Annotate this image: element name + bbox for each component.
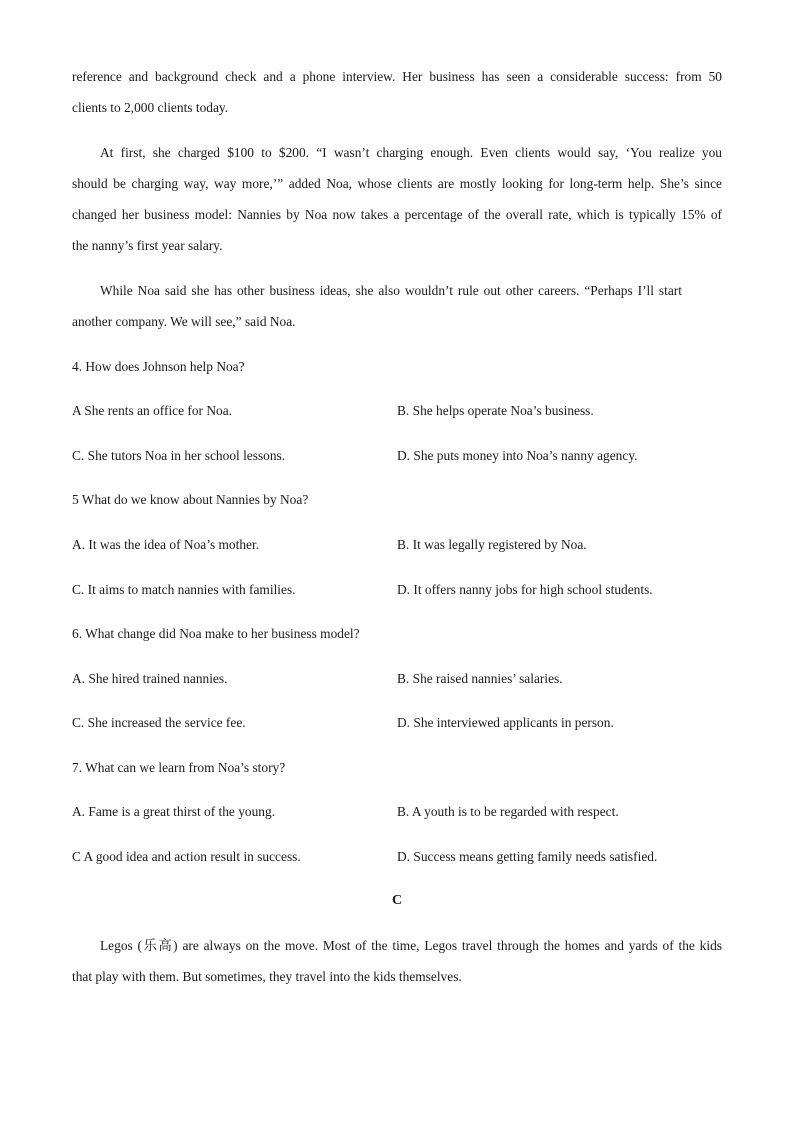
passage-b-p2-line-3: changed her business model: Nannies by Noa now takes a percentage of the overall rate, which is typically 15% of (72, 207, 722, 222)
section-c-title: C (391, 893, 403, 908)
question-6-option-d: D. She interviewed applicants in person. (397, 715, 614, 730)
question-6-option-a: A. She hired trained nannies. (72, 671, 228, 686)
question-6-option-c: C. She increased the service fee. (72, 715, 246, 730)
question-7-option-d: D. Success means getting family needs satisfied. (397, 849, 658, 864)
question-7-stem: 7. What can we learn from Noa’s story? (72, 760, 286, 775)
question-6-stem: 6. What change did Noa make to her business model? (72, 626, 360, 641)
section-c-p1-line-1: Legos (乐高) are always on the move. Most of the time, Legos travel through the homes and yards of the kids (100, 938, 722, 953)
question-5-option-c: C. It aims to match nannies with families. (72, 582, 296, 597)
passage-b-p2-line-2: should be charging way, way more,’” added Noa, whose clients are mostly looking for long-term help. She’s since (72, 176, 722, 191)
question-6-option-b: B. She raised nannies’ salaries. (397, 671, 563, 686)
passage-b-p3-line-2: another company. We will see,” said Noa. (72, 314, 296, 329)
passage-b-p1-line-2: clients to 2,000 clients today. (72, 100, 229, 115)
question-5-stem: 5 What do we know about Nannies by Noa? (72, 492, 309, 507)
question-4-option-a: A She rents an office for Noa. (72, 403, 233, 418)
question-4-option-d: D. She puts money into Noa’s nanny agency. (397, 448, 638, 463)
question-7-option-a: A. Fame is a great thirst of the young. (72, 804, 276, 819)
passage-b-p3-line-1: While Noa said she has other business ideas, she also wouldn’t rule out other careers. “Perhaps I’ll start (100, 283, 682, 298)
section-c-p1-line-2: that play with them. But sometimes, they travel into the kids themselves. (72, 969, 462, 984)
question-4-stem: 4. How does Johnson help Noa? (72, 359, 245, 374)
passage-b-p2-line-1: At first, she charged $100 to $200. “I wasn’t charging enough. Even clients would say, ‘You realize you (100, 145, 722, 160)
question-7-option-c: C A good idea and action result in success. (72, 849, 301, 864)
passage-b-p1-line-1: reference and background check and a phone interview. Her business has seen a considerable success: from 50 (72, 69, 722, 84)
passage-b-p2-line-4: the nanny’s first year salary. (72, 238, 223, 253)
question-4-option-c: C. She tutors Noa in her school lessons. (72, 448, 286, 463)
question-7-option-b: B. A youth is to be regarded with respect. (397, 804, 619, 819)
question-5-option-d: D. It offers nanny jobs for high school students. (397, 582, 653, 597)
question-5-option-b: B. It was legally registered by Noa. (397, 537, 587, 552)
question-5-option-a: A. It was the idea of Noa’s mother. (72, 537, 260, 552)
question-4-option-b: B. She helps operate Noa’s business. (397, 403, 594, 418)
